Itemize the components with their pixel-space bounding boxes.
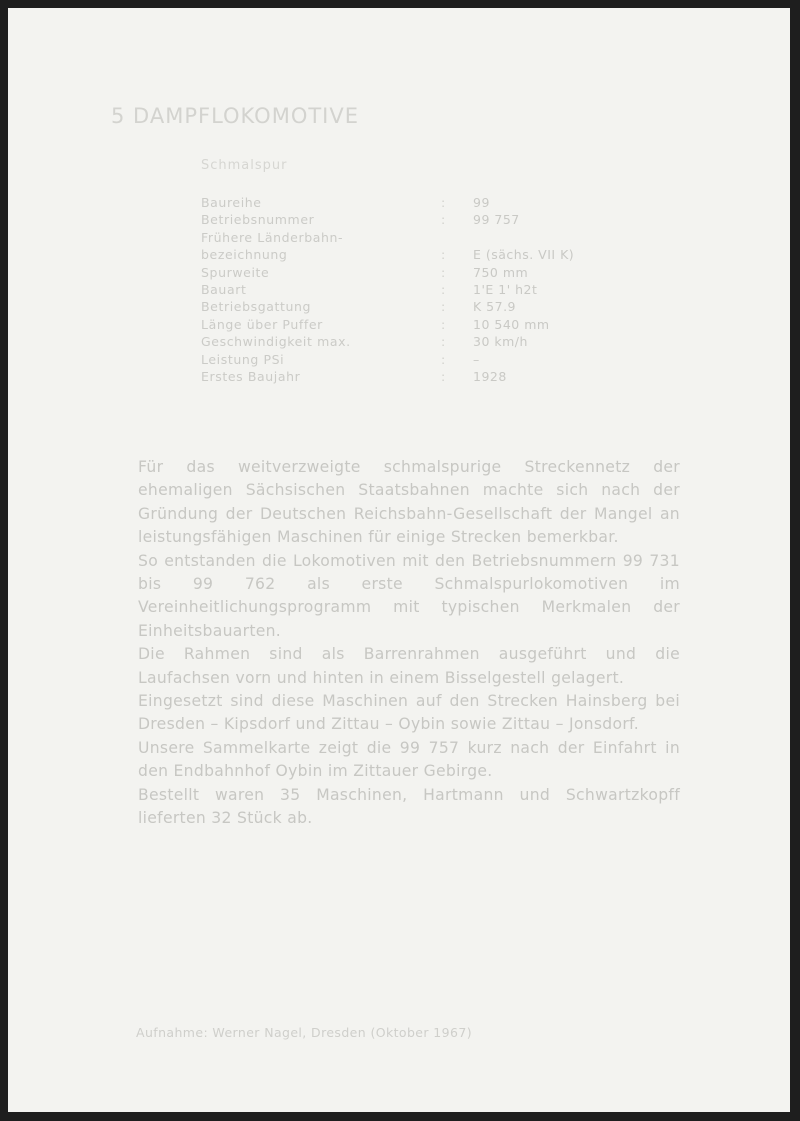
spec-value: 99 <box>473 195 490 210</box>
spec-colon: : <box>441 368 446 384</box>
spec-table <box>201 194 641 385</box>
spec-label <box>201 229 343 264</box>
card-heading: 5 DAMPFLOKOMOTIVE <box>111 104 359 128</box>
spec-value: 10 540 mm <box>473 316 550 332</box>
spec-row-laenge <box>201 316 641 333</box>
gauge-subheading: Schmalspur <box>201 158 288 173</box>
spec-colon: : <box>441 281 446 297</box>
spec-label: Baureihe <box>201 195 262 210</box>
paragraph: Die Rahmen sind als Barrenrahmen ausgeführt und die Laufachsen vorn und hinten in einem Bisselgestell gelagert. <box>138 645 680 687</box>
spec-colon: : <box>441 264 446 280</box>
spec-row-geschwindigkeit <box>201 333 641 350</box>
spec-label-line: Frühere Länderbahn- <box>201 229 344 245</box>
spec-value: 99 757 <box>473 212 520 228</box>
paragraph: Bestellt waren 35 Maschinen, Hartmann und Schwartzkopff lieferten 32 Stück ab. <box>138 785 680 828</box>
spec-colon: : <box>441 299 446 315</box>
spec-label: Länge über Puffer <box>201 316 323 332</box>
spec-row-baureihe <box>201 194 641 211</box>
spec-value: 30 km/h <box>473 334 528 350</box>
paragraph: Für das weitverzweigte schmalspurige Streckennetz der ehemaligen Sächsischen Staatsbahnen machte sich nach der Gründung der Deutschen Reichsbahn-Gesellschaft der Mangel an leistungsfähigen Maschinen für einige Strecken bemerkbar. <box>138 458 680 547</box>
spec-row-betriebsgattung <box>201 298 641 315</box>
spec-label: Betriebsgattung <box>201 299 312 315</box>
spec-colon: : <box>441 212 446 228</box>
spec-value: 1928 <box>473 368 507 384</box>
spec-value: K 57.9 <box>473 299 517 315</box>
spec-colon: : <box>441 195 446 210</box>
spec-row-spurweite <box>201 264 641 281</box>
spec-label: Bauart <box>201 281 247 297</box>
spec-colon: : <box>441 247 446 263</box>
spec-value: E (sächs. VII K) <box>473 247 575 263</box>
spec-row-leistung <box>201 351 641 368</box>
spec-colon: : <box>441 334 446 350</box>
spec-value: 1'E 1' h2t <box>473 281 538 297</box>
photo-credit: Aufnahme: Werner Nagel, Dresden (Oktober 1967) <box>136 1025 472 1040</box>
collector-card-back <box>8 8 790 1112</box>
spec-value: 750 mm <box>473 264 529 280</box>
spec-colon: : <box>441 316 446 332</box>
spec-row-laenderbahn <box>201 229 641 264</box>
spec-value: – <box>473 351 480 367</box>
spec-label: Erstes Baujahr <box>201 368 301 384</box>
spec-label: Betriebsnummer <box>201 212 315 228</box>
spec-label-line: bezeichnung <box>201 247 288 263</box>
description-text <box>138 456 680 831</box>
spec-label: Leistung PSi <box>201 351 285 367</box>
spec-label: Geschwindigkeit max. <box>201 334 351 350</box>
paragraph: Eingesetzt sind diese Maschinen auf den Strecken Hainsberg bei Dresden – Kipsdorf und Zittau – Oybin sowie Zittau – Jonsdorf. <box>138 692 680 734</box>
spec-colon: : <box>441 351 446 367</box>
paragraph: So entstanden die Lokomotiven mit den Betriebsnummern 99 731 bis 99 762 als erste Schmalspurlokomotiven im Vereinheitlichungsprogramm mit typischen Merkmalen der Einheitsbauarten. <box>138 551 680 640</box>
paragraph: Unsere Sammelkarte zeigt die 99 757 kurz nach der Einfahrt in den Endbahnhof Oybin im Zittauer Gebirge. <box>138 738 680 781</box>
spec-row-baujahr <box>201 368 641 385</box>
spec-row-betriebsnummer <box>201 211 641 228</box>
spec-row-bauart <box>201 281 641 298</box>
spec-label: Spurweite <box>201 264 270 280</box>
